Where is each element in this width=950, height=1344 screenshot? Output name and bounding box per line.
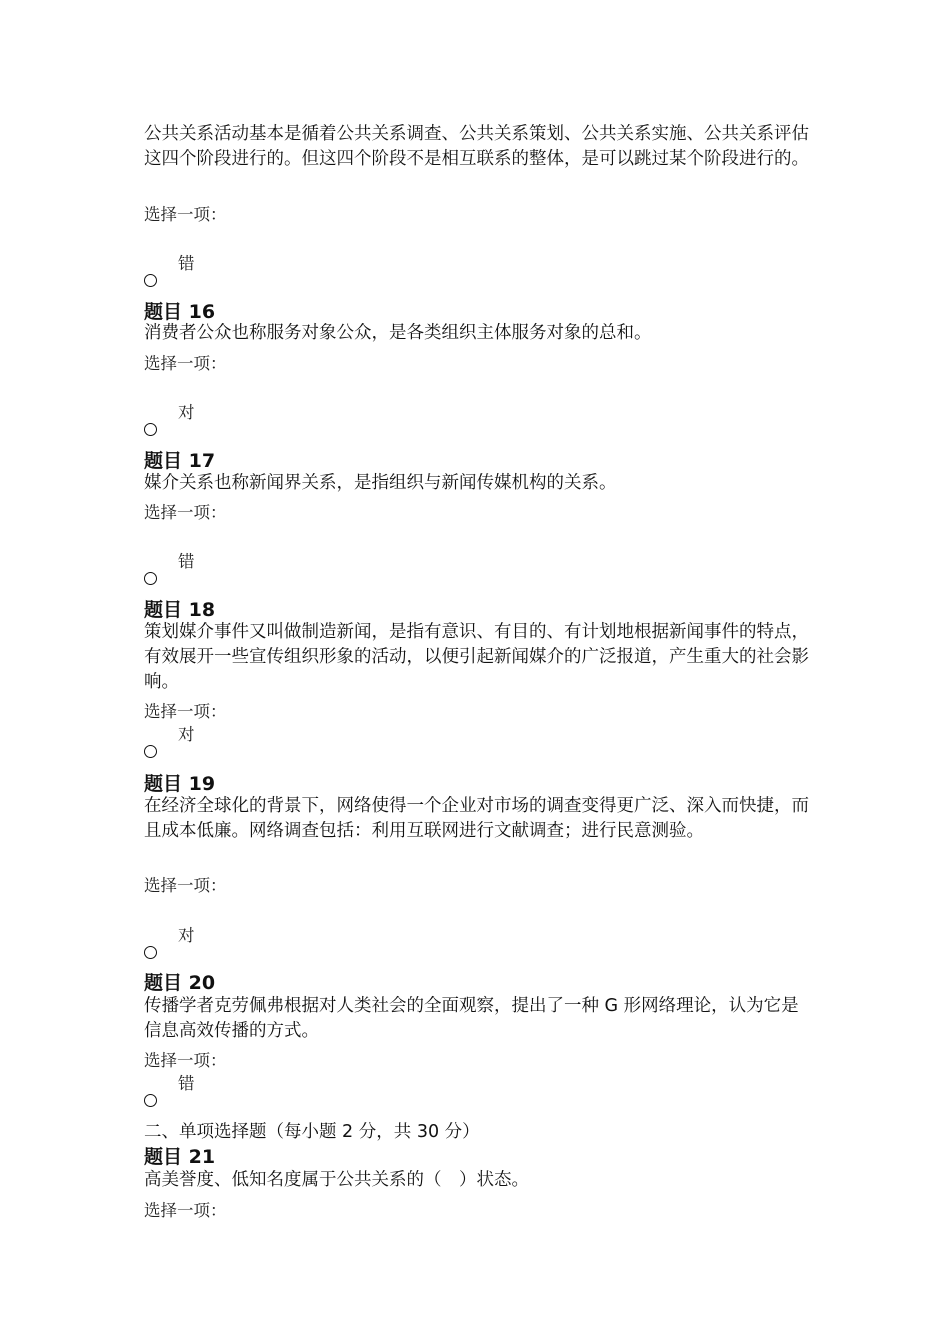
question-15-prompt: 选择一项： [144,205,227,224]
question-21-prompt: 选择一项： [144,1201,227,1220]
question-16-stem: 消费者公众也称服务对象公众，是各类组织主体服务对象的总和。 [144,323,652,343]
question-19-prompt: 选择一项： [144,876,227,895]
question-19-stem: 在经济全球化的背景下，网络使得一个企业对市场的调查变得更广泛、深入而快捷，而且成本低廉。网络调查包括：利用互联网进行文献调查；进行民意测验。 [144,796,809,841]
question-18-radio[interactable] [144,745,157,758]
question-20-stem: 传播学者克劳佩弗根据对人类社会的全面观察，提出了一种 G 形网络理论，认为它是信息高效传播的方式。 [144,996,799,1041]
question-16-radio[interactable] [144,423,157,436]
question-18-number: 题目 18 [144,599,216,621]
section-title: 二、单项选择题（每小题 2 分，共 30 分） [144,1122,480,1142]
question-15-option-label: 错 [178,254,195,273]
question-17-stem: 媒介关系也称新闻界关系，是指组织与新闻传媒机构的关系。 [144,473,617,493]
question-18-prompt: 选择一项： [144,702,227,721]
question-15-radio[interactable] [144,274,157,287]
question-17-option-label: 错 [178,552,195,571]
question-18-stem: 策划媒介事件又叫做制造新闻，是指有意识、有目的、有计划地根据新闻事件的特点，有效展开一些宣传组织形象的活动，以便引起新闻媒介的广泛报道，产生重大的社会影响。 [144,622,809,692]
question-19-radio[interactable] [144,946,157,959]
question-17-radio[interactable] [144,572,157,585]
question-16-prompt: 选择一项： [144,354,227,373]
question-16-option-label: 对 [178,403,195,422]
question-20-radio[interactable] [144,1094,157,1107]
question-20-prompt: 选择一项： [144,1051,227,1070]
question-19-number: 题目 19 [144,773,216,795]
question-17-number: 题目 17 [144,450,216,472]
question-18-option-label: 对 [178,725,195,744]
question-20-option-label: 错 [178,1074,195,1093]
question-21-number: 题目 21 [144,1146,216,1168]
question-21-stem: 高美誉度、低知名度属于公共关系的（ ）状态。 [144,1170,529,1190]
question-16-number: 题目 16 [144,301,216,323]
question-20-number: 题目 20 [144,972,216,994]
question-15-stem: 公共关系活动基本是循着公共关系调查、公共关系策划、公共关系实施、公共关系评估这四个阶段进行的。但这四个阶段不是相互联系的整体，是可以跳过某个阶段进行的。 [144,124,809,169]
question-19-option-label: 对 [178,926,195,945]
question-17-prompt: 选择一项： [144,503,227,522]
